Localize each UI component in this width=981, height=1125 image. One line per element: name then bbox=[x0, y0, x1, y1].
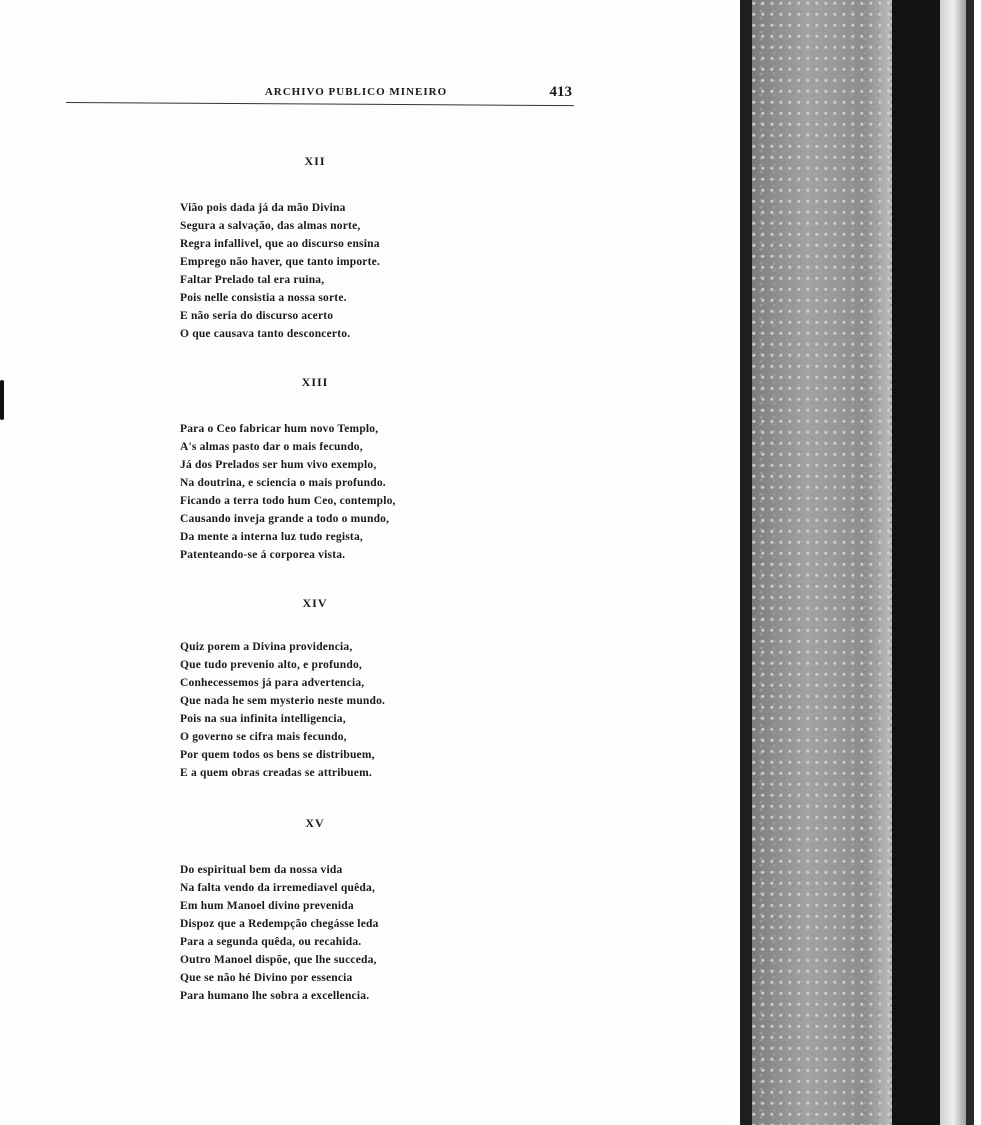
verse-line: Causando inveja grande a todo o mundo, bbox=[180, 513, 390, 525]
verse-line: Patenteando-se á corporea vista. bbox=[180, 549, 346, 561]
verse-line: Conhecessemos já para advertencia, bbox=[180, 677, 365, 689]
verse-line: Vião pois dada já da mão Divina bbox=[180, 202, 346, 214]
stanza-number: XIV bbox=[302, 596, 328, 610]
verse-line: Na doutrina, e sciencia o mais profundo. bbox=[180, 477, 386, 489]
verse-line: Já dos Prelados ser hum vivo exemplo, bbox=[180, 459, 377, 471]
spine-outer-edge bbox=[966, 0, 974, 1125]
running-head bbox=[68, 84, 574, 104]
verse-line: Pois nelle consistia a nossa sorte. bbox=[180, 292, 347, 304]
gutter-shadow bbox=[740, 0, 752, 1125]
stanza-number: XV bbox=[305, 816, 325, 830]
verse-line: Ficando a terra todo hum Ceo, contemplo, bbox=[180, 495, 396, 507]
verse-line: Na falta vendo da irremediavel quêda, bbox=[180, 882, 376, 894]
verse-line: Outro Manoel dispõe, que lhe succeda, bbox=[180, 954, 377, 966]
verse-line: Quiz porem a Divina providencia, bbox=[180, 641, 353, 653]
verse-line: Por quem todos os bens se distribuem, bbox=[180, 749, 375, 761]
verse-line: Segura a salvação, das almas norte, bbox=[180, 220, 361, 232]
verse-line: Que se não hé Divino por essencia bbox=[180, 972, 353, 984]
verse-line: Em hum Manoel divino prevenida bbox=[180, 900, 354, 912]
verse-line: E não seria do discurso acerto bbox=[180, 310, 334, 322]
stanza-verse bbox=[180, 199, 380, 343]
verse-line: Dispoz que a Redempção chegásse leda bbox=[180, 918, 379, 930]
verse-line: Faltar Prelado tal era ruina, bbox=[180, 274, 325, 286]
spine-paper-edge bbox=[752, 0, 892, 1125]
book-binding bbox=[730, 0, 981, 1125]
verse-line: Emprego não haver, que tanto importe. bbox=[180, 256, 381, 268]
verse-line: O que causava tanto desconcerto. bbox=[180, 328, 351, 340]
stanza-verse bbox=[180, 638, 385, 782]
spine-light-band bbox=[940, 0, 966, 1125]
stanza-number: XIII bbox=[301, 375, 329, 389]
verse-line: O governo se cifra mais fecundo, bbox=[180, 731, 347, 743]
spine-dark-band bbox=[892, 0, 940, 1125]
verse-line: E a quem obras creadas se attribuem. bbox=[180, 767, 372, 779]
running-title: ARCHIVO PUBLICO MINEIRO bbox=[264, 86, 448, 98]
verse-line: Para a segunda quêda, ou recahida. bbox=[180, 936, 362, 948]
verse-line: Pois na sua infinita intelligencia, bbox=[180, 713, 346, 725]
verse-line: Regra infallivel, que ao discurso ensina bbox=[180, 238, 380, 250]
verse-line: Da mente a interna luz tudo regista, bbox=[180, 531, 363, 543]
verse-line: Que nada he sem mysterio neste mundo. bbox=[180, 695, 386, 707]
stanza-number: XII bbox=[304, 154, 326, 168]
verse-line: Para o Ceo fabricar hum novo Templo, bbox=[180, 423, 379, 435]
stanza-verse bbox=[180, 861, 379, 1005]
verse-line: Do espiritual bem da nossa vida bbox=[180, 864, 343, 876]
verse-line: Que tudo prevenio alto, e profundo, bbox=[180, 659, 362, 671]
verse-line: A's almas pasto dar o mais fecundo, bbox=[180, 441, 363, 453]
stanza-verse bbox=[180, 420, 396, 564]
verse-line: Para humano lhe sobra a excellencia. bbox=[180, 990, 370, 1002]
page-number: 413 bbox=[549, 84, 572, 100]
page-edge-mark bbox=[0, 380, 4, 420]
